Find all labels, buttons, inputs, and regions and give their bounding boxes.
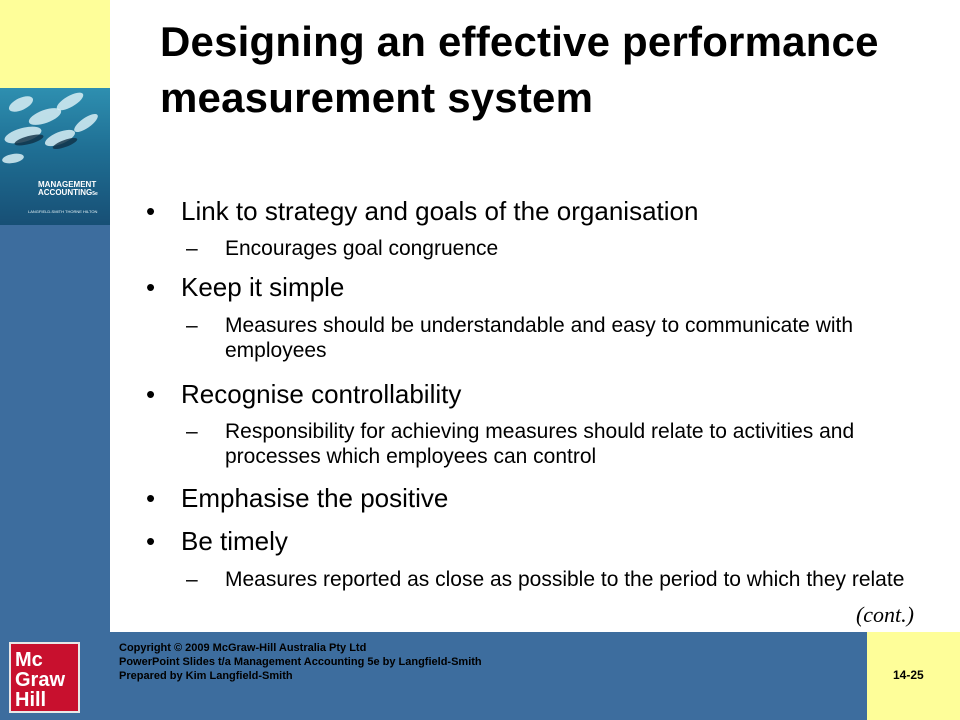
bullet-text: Emphasise the positive xyxy=(181,483,449,513)
copyright-line: PowerPoint Slides t/a Management Accounting 5e by Langfield-Smith xyxy=(119,656,482,668)
cover-authors: LANGFIELD-SMITH THORNE HILTON xyxy=(28,209,98,214)
slide-title: Designing an effective performance measurement system xyxy=(160,18,879,121)
mcgraw-hill-logo: Mc Graw Hill xyxy=(9,642,80,713)
dash-marker: – xyxy=(186,420,198,443)
sub-bullet-text: Encourages goal congruence xyxy=(225,237,499,260)
bullet-text: Link to strategy and goals of the organisation xyxy=(181,196,699,226)
page-number: 14-25 xyxy=(893,668,924,682)
copyright-notice xyxy=(119,641,482,683)
dash-marker: – xyxy=(186,314,198,337)
left-yellow-block xyxy=(0,0,110,88)
book-cover-image xyxy=(0,88,110,225)
bullet-marker: • xyxy=(146,526,156,556)
left-blue-strip xyxy=(0,225,110,632)
dash-marker: – xyxy=(186,568,198,591)
bullet-marker: • xyxy=(146,483,156,513)
continued-label: (cont.) xyxy=(855,602,914,627)
copyright-line: Prepared by Kim Langfield-Smith xyxy=(119,670,293,682)
page-number-box xyxy=(867,632,960,720)
bullet-text: Be timely xyxy=(181,526,288,556)
sub-bullet-text: Measures reported as close as possible to the period to which they relate xyxy=(225,568,905,591)
dash-marker: – xyxy=(186,237,198,260)
bullet-marker: • xyxy=(146,196,156,226)
bullet-text: Recognise controllability xyxy=(181,379,462,409)
sub-bullet-text: Measures should be understandable and easy to communicate with employees xyxy=(225,314,854,362)
bullet-marker: • xyxy=(146,272,156,302)
cover-title: MANAGEMENT ACCOUNTING5e xyxy=(38,180,98,197)
bullet-text: Keep it simple xyxy=(181,272,345,302)
copyright-line: Copyright © 2009 McGraw-Hill Australia Pty Ltd xyxy=(119,642,367,654)
sub-bullet-text: Responsibility for achieving measures should relate to activities and processes which employees can control xyxy=(225,420,855,468)
bullet-marker: • xyxy=(146,379,156,409)
footer-bar xyxy=(0,632,960,720)
